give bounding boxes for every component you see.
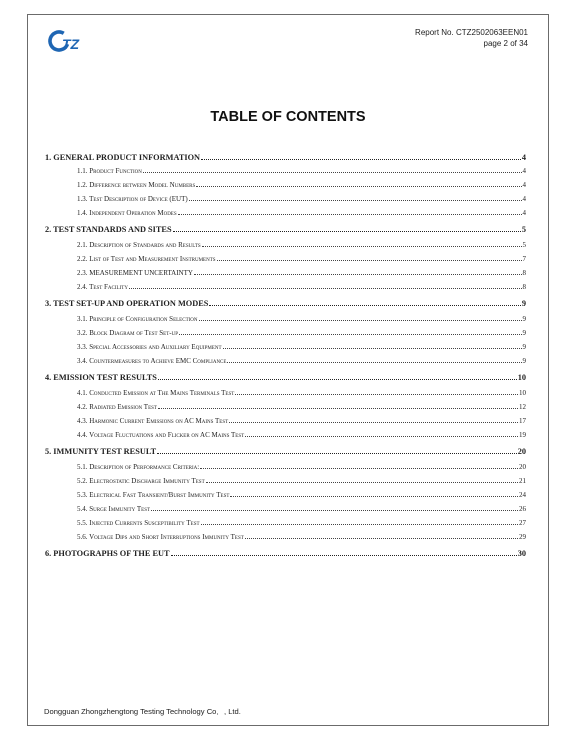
toc-subsection[interactable]	[45, 431, 526, 439]
toc-entry-label: 3.2. Block Diagram of Test Set-up	[77, 329, 179, 337]
toc-entry-page: 4	[522, 195, 526, 203]
toc-subsection[interactable]	[45, 403, 526, 411]
toc-entry-label: 5.6. Voltage Dips and Short Interruptions Immunity Test	[77, 533, 244, 541]
toc-leader-dots	[217, 260, 522, 261]
toc-entry-label: 5.2. Electrostatic Discharge Immunity Test	[77, 477, 205, 485]
toc-leader-dots	[230, 496, 518, 497]
toc-entry-label: 2. TEST STANDARDS AND SITES	[45, 225, 172, 234]
toc-leader-dots	[171, 555, 517, 556]
toc-subsection[interactable]	[45, 533, 526, 541]
toc-subsection[interactable]	[45, 255, 526, 263]
toc-subsection[interactable]	[45, 357, 526, 365]
toc-entry-page: 20	[517, 447, 526, 456]
toc-leader-dots	[202, 246, 522, 247]
toc-subsection[interactable]	[45, 491, 526, 499]
toc-leader-dots	[201, 524, 518, 525]
toc-entry-label: 2.4. Test Facility	[77, 283, 128, 291]
report-number: Report No. CTZ2502063EEN01	[415, 28, 528, 37]
toc-subsection[interactable]	[45, 463, 526, 471]
toc-entry-page: 9	[521, 299, 526, 308]
toc-subsection[interactable]	[45, 315, 526, 323]
toc-subsection[interactable]	[45, 329, 526, 337]
toc-subsection[interactable]	[45, 477, 526, 485]
toc-leader-dots	[245, 538, 518, 539]
toc-entry-label: 2.1. Description of Standards and Results	[77, 241, 201, 249]
toc-entry-page: 4	[522, 209, 526, 217]
toc-entry-page: 10	[519, 389, 526, 397]
toc-subsection[interactable]	[45, 167, 526, 175]
toc-leader-dots	[194, 274, 522, 275]
toc-section[interactable]	[45, 153, 526, 162]
toc-subsection[interactable]	[45, 505, 526, 513]
toc-leader-dots	[199, 320, 522, 321]
toc-leader-dots	[223, 348, 522, 349]
page-number: page 2 of 34	[483, 39, 528, 48]
toc-section[interactable]	[45, 299, 526, 308]
toc-entry-page: 27	[519, 519, 526, 527]
document-page	[27, 14, 549, 726]
toc-entry-label: 6. PHOTOGRAPHS OF THE EUT	[45, 549, 170, 558]
toc-leader-dots	[129, 288, 522, 289]
toc-entry-label: 3.1. Principle of Configuration Selection	[77, 315, 198, 323]
toc-subsection[interactable]	[45, 417, 526, 425]
toc-entry-page: 5	[521, 225, 526, 234]
toc-entry-page: 21	[519, 477, 526, 485]
company-logo	[47, 28, 85, 54]
toc-entry-label: 5.3. Electrical Fast Transient/Burst Immunity Test	[77, 491, 230, 499]
toc-entry-label: 4.2. Radiated Emission Test	[77, 403, 157, 411]
toc-entry-page: 5	[522, 241, 526, 249]
toc-entry-label: 5.1. Description of Performance Criteria:	[77, 463, 200, 471]
toc-entry-label: 4.3. Harmonic Current Emissions on AC Mains Test	[77, 417, 229, 425]
toc-leader-dots	[245, 436, 518, 437]
toc-leader-dots	[209, 305, 520, 306]
toc-leader-dots	[158, 408, 518, 409]
toc-entry-page: 9	[522, 315, 526, 323]
toc-entry-page: 29	[519, 533, 526, 541]
toc-entry-page: 4	[522, 181, 526, 189]
toc-entry-label: 5.5. Injected Currents Susceptibility Test	[77, 519, 200, 527]
toc-leader-dots	[151, 510, 518, 511]
toc-entry-label: 1.3. Test Description of Device (EUT)	[77, 195, 188, 203]
toc-entry-page: 9	[522, 329, 526, 337]
toc-entry-page: 8	[522, 283, 526, 291]
toc-entry-page: 8	[522, 269, 526, 277]
toc-entry-label: 4.1. Conducted Emission at The Mains Terminals Test	[77, 389, 235, 397]
toc-subsection[interactable]	[45, 195, 526, 203]
toc-entry-label: 1.1. Product Function	[77, 167, 142, 175]
toc-entry-page: 4	[522, 167, 526, 175]
toc-title: TABLE OF CONTENTS	[210, 109, 366, 125]
toc-leader-dots	[157, 453, 517, 454]
toc-entry-label: 2.3. MEASUREMENT UNCERTAINTY	[77, 269, 193, 277]
toc-leader-dots	[229, 422, 518, 423]
toc-leader-dots	[178, 214, 522, 215]
toc-subsection[interactable]	[45, 209, 526, 217]
toc-entry-label: 5. IMMUNITY TEST RESULT	[45, 447, 157, 456]
toc-entry-page: 17	[519, 417, 526, 425]
toc-leader-dots	[179, 334, 521, 335]
toc-entry-label: 1.2. Difference between Model Numbers	[77, 181, 196, 189]
toc-leader-dots	[227, 362, 521, 363]
toc-entry-label: 1. GENERAL PRODUCT INFORMATION	[45, 153, 201, 162]
toc-subsection[interactable]	[45, 343, 526, 351]
toc-entry-label: 3. TEST SET-UP AND OPERATION MODES	[45, 299, 209, 308]
toc-subsection[interactable]	[45, 241, 526, 249]
toc-subsection[interactable]	[45, 389, 526, 397]
toc-entry-label: 4. EMISSION TEST RESULTS	[45, 373, 157, 382]
footer-company: Dongguan Zhongzhengtong Testing Technology Co．, Ltd.	[44, 707, 241, 716]
toc-section[interactable]	[45, 373, 526, 382]
toc-entry-label: 3.3. Special Accessories and Auxiliary Equipment	[77, 343, 222, 351]
toc-section[interactable]	[45, 225, 526, 234]
toc-entry-page: 9	[522, 357, 526, 365]
toc-entry-label: 4.4. Voltage Fluctuations and Flicker on AC Mains Test	[77, 431, 245, 439]
toc-entry-page: 26	[519, 505, 526, 513]
toc-section[interactable]	[45, 447, 526, 456]
toc-entry-page: 30	[517, 549, 526, 558]
toc-leader-dots	[200, 468, 518, 469]
toc-entry-page: 12	[519, 403, 526, 411]
toc-entry-page: 20	[519, 463, 526, 471]
toc-entry-label: 5.4. Surge Immunity Test	[77, 505, 151, 513]
toc-leader-dots	[158, 379, 517, 380]
toc-subsection[interactable]	[45, 181, 526, 189]
toc-entry-page: 10	[517, 373, 526, 382]
toc-subsection[interactable]	[45, 269, 526, 277]
toc-entry-page: 9	[522, 343, 526, 351]
toc-subsection[interactable]	[45, 519, 526, 527]
toc-entry-label: 3.4. Countermeasures to Achieve EMC Compliance	[77, 357, 227, 365]
toc-leader-dots	[206, 482, 518, 483]
toc-entry-page: 7	[522, 255, 526, 263]
toc-leader-dots	[189, 200, 522, 201]
toc-subsection[interactable]	[45, 283, 526, 291]
toc-leader-dots	[143, 172, 522, 173]
toc-leader-dots	[196, 186, 521, 187]
toc-entry-page: 19	[519, 431, 526, 439]
toc-entry-label: 2.2. List of Test and Measurement Instruments	[77, 255, 216, 263]
toc-entry-label: 1.4. Independent Operation Modes	[77, 209, 177, 217]
toc-leader-dots	[201, 159, 521, 160]
logo-text: TZ	[62, 36, 80, 52]
toc-entry-page: 4	[521, 153, 526, 162]
toc-entry-page: 24	[519, 491, 526, 499]
toc-section[interactable]	[45, 549, 526, 558]
toc-leader-dots	[173, 231, 521, 232]
toc-leader-dots	[235, 394, 518, 395]
